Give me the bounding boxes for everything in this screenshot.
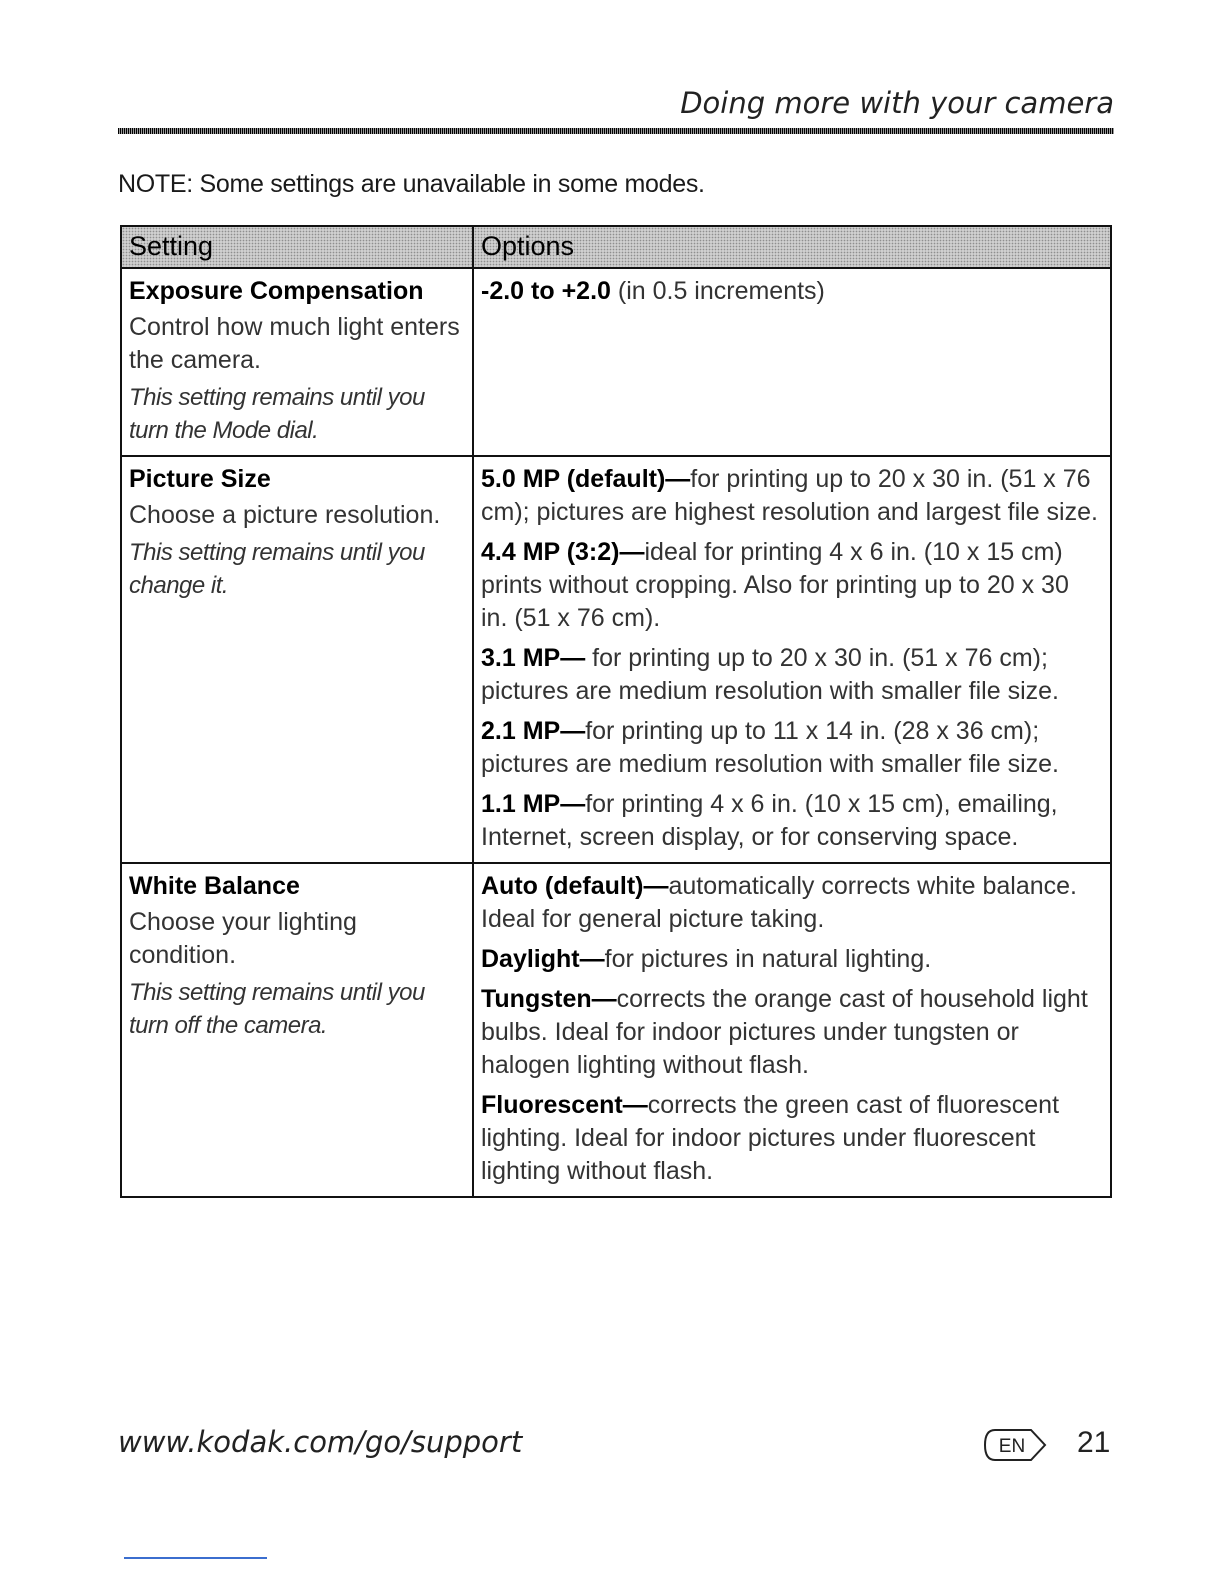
option-label: 2.1 MP— <box>481 717 586 745</box>
setting-note: This setting remains until you turn off the camera. <box>129 979 425 1039</box>
option-item <box>481 1089 1102 1188</box>
option-text: corrects the green cast of fluorescent lighting. Ideal for indoor pictures under fluorescent lighting without flash. <box>481 1091 1060 1185</box>
option-text: for printing up to 11 x 14 in. (28 x 36 cm); pictures are medium resolution with smaller file size. <box>481 717 1059 778</box>
option-label: -2.0 to +2.0 <box>481 277 611 305</box>
setting-name: Exposure Compensation <box>129 277 424 305</box>
option-item <box>481 943 1102 976</box>
setting-cell <box>121 268 473 456</box>
options-cell <box>473 863 1111 1197</box>
table-row <box>121 863 1111 1197</box>
setting-note: This setting remains until you turn the Mode dial. <box>129 384 425 444</box>
option-label: Daylight— <box>481 945 605 973</box>
option-label: Auto (default)— <box>481 872 669 900</box>
header-title: Doing more with your camera <box>680 86 1114 120</box>
settings-table <box>120 225 1112 1198</box>
settings-note: NOTE: Some settings are unavailable in some modes. <box>118 170 705 198</box>
page-number: 21 <box>1077 1426 1111 1459</box>
setting-description: Choose your lighting condition. <box>129 908 357 969</box>
setting-cell <box>121 456 473 863</box>
option-text: for printing 4 x 6 in. (10 x 15 cm), emailing, Internet, screen display, or for conserving space. <box>481 790 1058 851</box>
setting-description: Control how much light enters the camera. <box>129 313 460 374</box>
table-header-row <box>121 226 1111 268</box>
option-label: 3.1 MP— <box>481 644 593 672</box>
support-url[interactable]: www.kodak.com/go/support <box>118 1425 523 1459</box>
options-cell <box>473 456 1111 863</box>
option-item <box>481 983 1102 1082</box>
option-label: Tungsten— <box>481 985 617 1013</box>
option-text: automatically corrects white balance. Ideal for general picture taking. <box>481 872 1077 933</box>
option-text: for pictures in natural lighting. <box>604 945 932 973</box>
language-badge-icon <box>983 1428 1047 1460</box>
option-item <box>481 536 1102 635</box>
option-item <box>481 870 1102 936</box>
options-cell <box>473 268 1111 456</box>
option-item <box>481 642 1102 708</box>
setting-name: White Balance <box>129 872 300 900</box>
option-item <box>481 463 1102 529</box>
option-text: ideal for printing 4 x 6 in. (10 x 15 cm) prints without cropping. Also for printing up to 20 x 30 in. (51 x 76 cm). <box>481 538 1069 632</box>
option-label: 5.0 MP (default)— <box>481 465 691 493</box>
setting-name: Picture Size <box>129 465 271 493</box>
option-text: for printing up to 20 x 30 in. (51 x 76 cm); pictures are medium resolution with smaller file size. <box>481 644 1059 705</box>
option-text: corrects the orange cast of household light bulbs. Ideal for indoor pictures under tungsten or halogen lighting without flash. <box>481 985 1088 1079</box>
setting-cell <box>121 863 473 1197</box>
page-header <box>118 82 1114 134</box>
option-item <box>481 788 1102 854</box>
option-label: 4.4 MP (3:2)— <box>481 538 645 566</box>
header-rule <box>118 128 1114 134</box>
option-item <box>481 715 1102 781</box>
option-item <box>481 275 1102 308</box>
table-row <box>121 456 1111 863</box>
setting-note: This setting remains until you change it. <box>129 539 425 599</box>
table-row <box>121 268 1111 456</box>
option-text: for printing up to 20 x 30 in. (51 x 76 cm); pictures are highest resolution and largest file size. <box>481 465 1098 526</box>
option-label: 1.1 MP— <box>481 790 586 818</box>
option-text: (in 0.5 increments) <box>610 277 825 305</box>
language-badge-text: EN <box>998 1436 1026 1457</box>
option-label: Fluorescent— <box>481 1091 648 1119</box>
setting-description: Choose a picture resolution. <box>129 501 441 529</box>
column-header-setting: Setting <box>121 226 473 268</box>
bottom-divider <box>124 1557 267 1559</box>
column-header-options: Options <box>473 226 1111 268</box>
